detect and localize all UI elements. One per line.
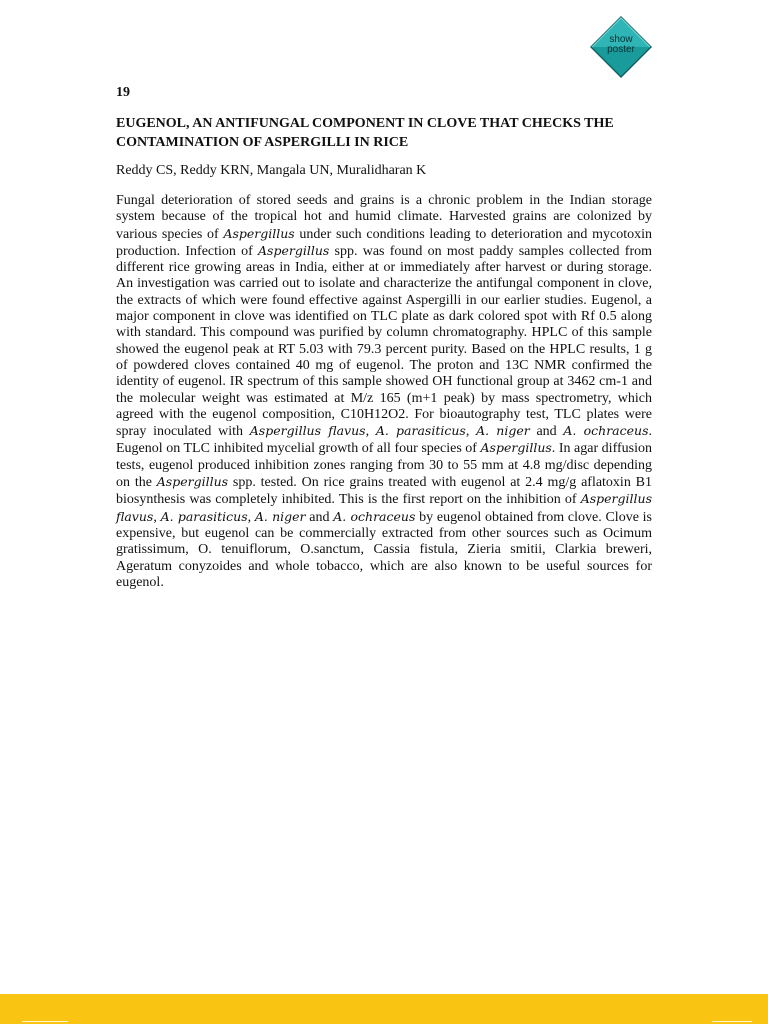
species-name: Aspergillus flavus (249, 423, 366, 439)
body-text: , (247, 509, 255, 525)
species-name: A. parasiticus (160, 508, 248, 524)
species-name: A. ochraceus (563, 423, 649, 439)
abstract-number: 19 (116, 85, 130, 100)
body-text: , (365, 424, 376, 440)
species-name: A. ochraceus (333, 508, 416, 524)
show-poster-button[interactable] (588, 14, 654, 80)
body-text: by eugenol obtained from clove. Clove is expensive, but eugenol can be commercially extracted from other sources such as Ocimum gratissimum, O. tenuiflorum, O.sanctum, Cassia fistula, Zieria smitii, Clarkia breweri, Ageratum conyzoides and whole tobacco, which are also known to be useful sources for eugenol. (116, 509, 653, 590)
species-name: A. niger (254, 508, 306, 524)
footer-bar (0, 994, 768, 1024)
body-text: . In agar diffusion tests, eugenol produced inhibition zones ranging from 30 to 55 mm at 4.8 mg/disc depending on the (116, 441, 652, 491)
show-poster-label-line1: show (609, 34, 633, 45)
body-text: Fungal deterioration of stored seeds and grains is a chronic problem in the Indian storage system because of the tropical hot and humid climate. Harvested grains are colonized by various species of (116, 193, 652, 242)
abstract-title: EUGENOL, AN ANTIFUNGAL COMPONENT IN CLOVE THAT CHECKS THE CONTAMINATION OF ASPERGILLI IN RICE (116, 116, 614, 150)
species-name: Aspergillus (156, 474, 229, 490)
abstract-body (116, 193, 652, 591)
body-text: . Eugenol on TLC inhibited mycelial growth of all four species of (116, 424, 652, 457)
species-name: Aspergillus (480, 440, 552, 456)
species-name: Aspergillus (223, 225, 295, 241)
body-text: , (153, 509, 161, 525)
body-text: , (465, 424, 477, 440)
show-poster-label-line2: poster (607, 44, 635, 55)
species-name: Aspergillus flavus (116, 491, 652, 524)
body-text: under such conditions leading to deterioration and mycotoxin production. Infection of (116, 226, 652, 259)
body-text: and (305, 509, 334, 525)
species-name: Aspergillus (258, 242, 330, 258)
body-text: and (529, 424, 564, 440)
body-text: spp. was found on most paddy samples collected from different rice growing areas in India, either at or immediately after harvest or during storage. An investigation was carried out to isolate and characterize the antifungal component in clove, the extracts of which were found effective against Aspergilli in our earlier studies. Eugenol, a major component in clove was identified on TLC plate as dark colored spot with Rf 0.5 along with standard. This compound was purified by column chromatography. HPLC of this sample showed the eugenol peak at RT 5.03 with 79.3 percent purity. Based on the HPLC results, 1 g of powdered cloves contained 40 mg of eugenol. The proton and 13C NMR confirmed the identity of eugenol. IR spectrum of this sample showed OH functional group at 3462 cm-1 and the molecular weight was estimated at M/z 165 (m+1 peak) by mass spectrometry, which agreed with the eugenol composition, C10H12O2. For bioautography test, TLC plates were spray inoculated with (116, 243, 652, 440)
diamond-icon (588, 14, 654, 80)
footer-mark (22, 1021, 68, 1022)
footer-mark (712, 1021, 752, 1022)
authors: Reddy CS, Reddy KRN, Mangala UN, Muralidharan K (116, 163, 427, 178)
species-name: A. parasiticus (375, 423, 466, 439)
body-text: spp. tested. On rice grains treated with eugenol at 2.4 mg/g aflatoxin B1 biosynthesis was completely inhibited. This is the first report on the inhibition of (116, 475, 652, 508)
species-name: A. niger (476, 423, 530, 439)
